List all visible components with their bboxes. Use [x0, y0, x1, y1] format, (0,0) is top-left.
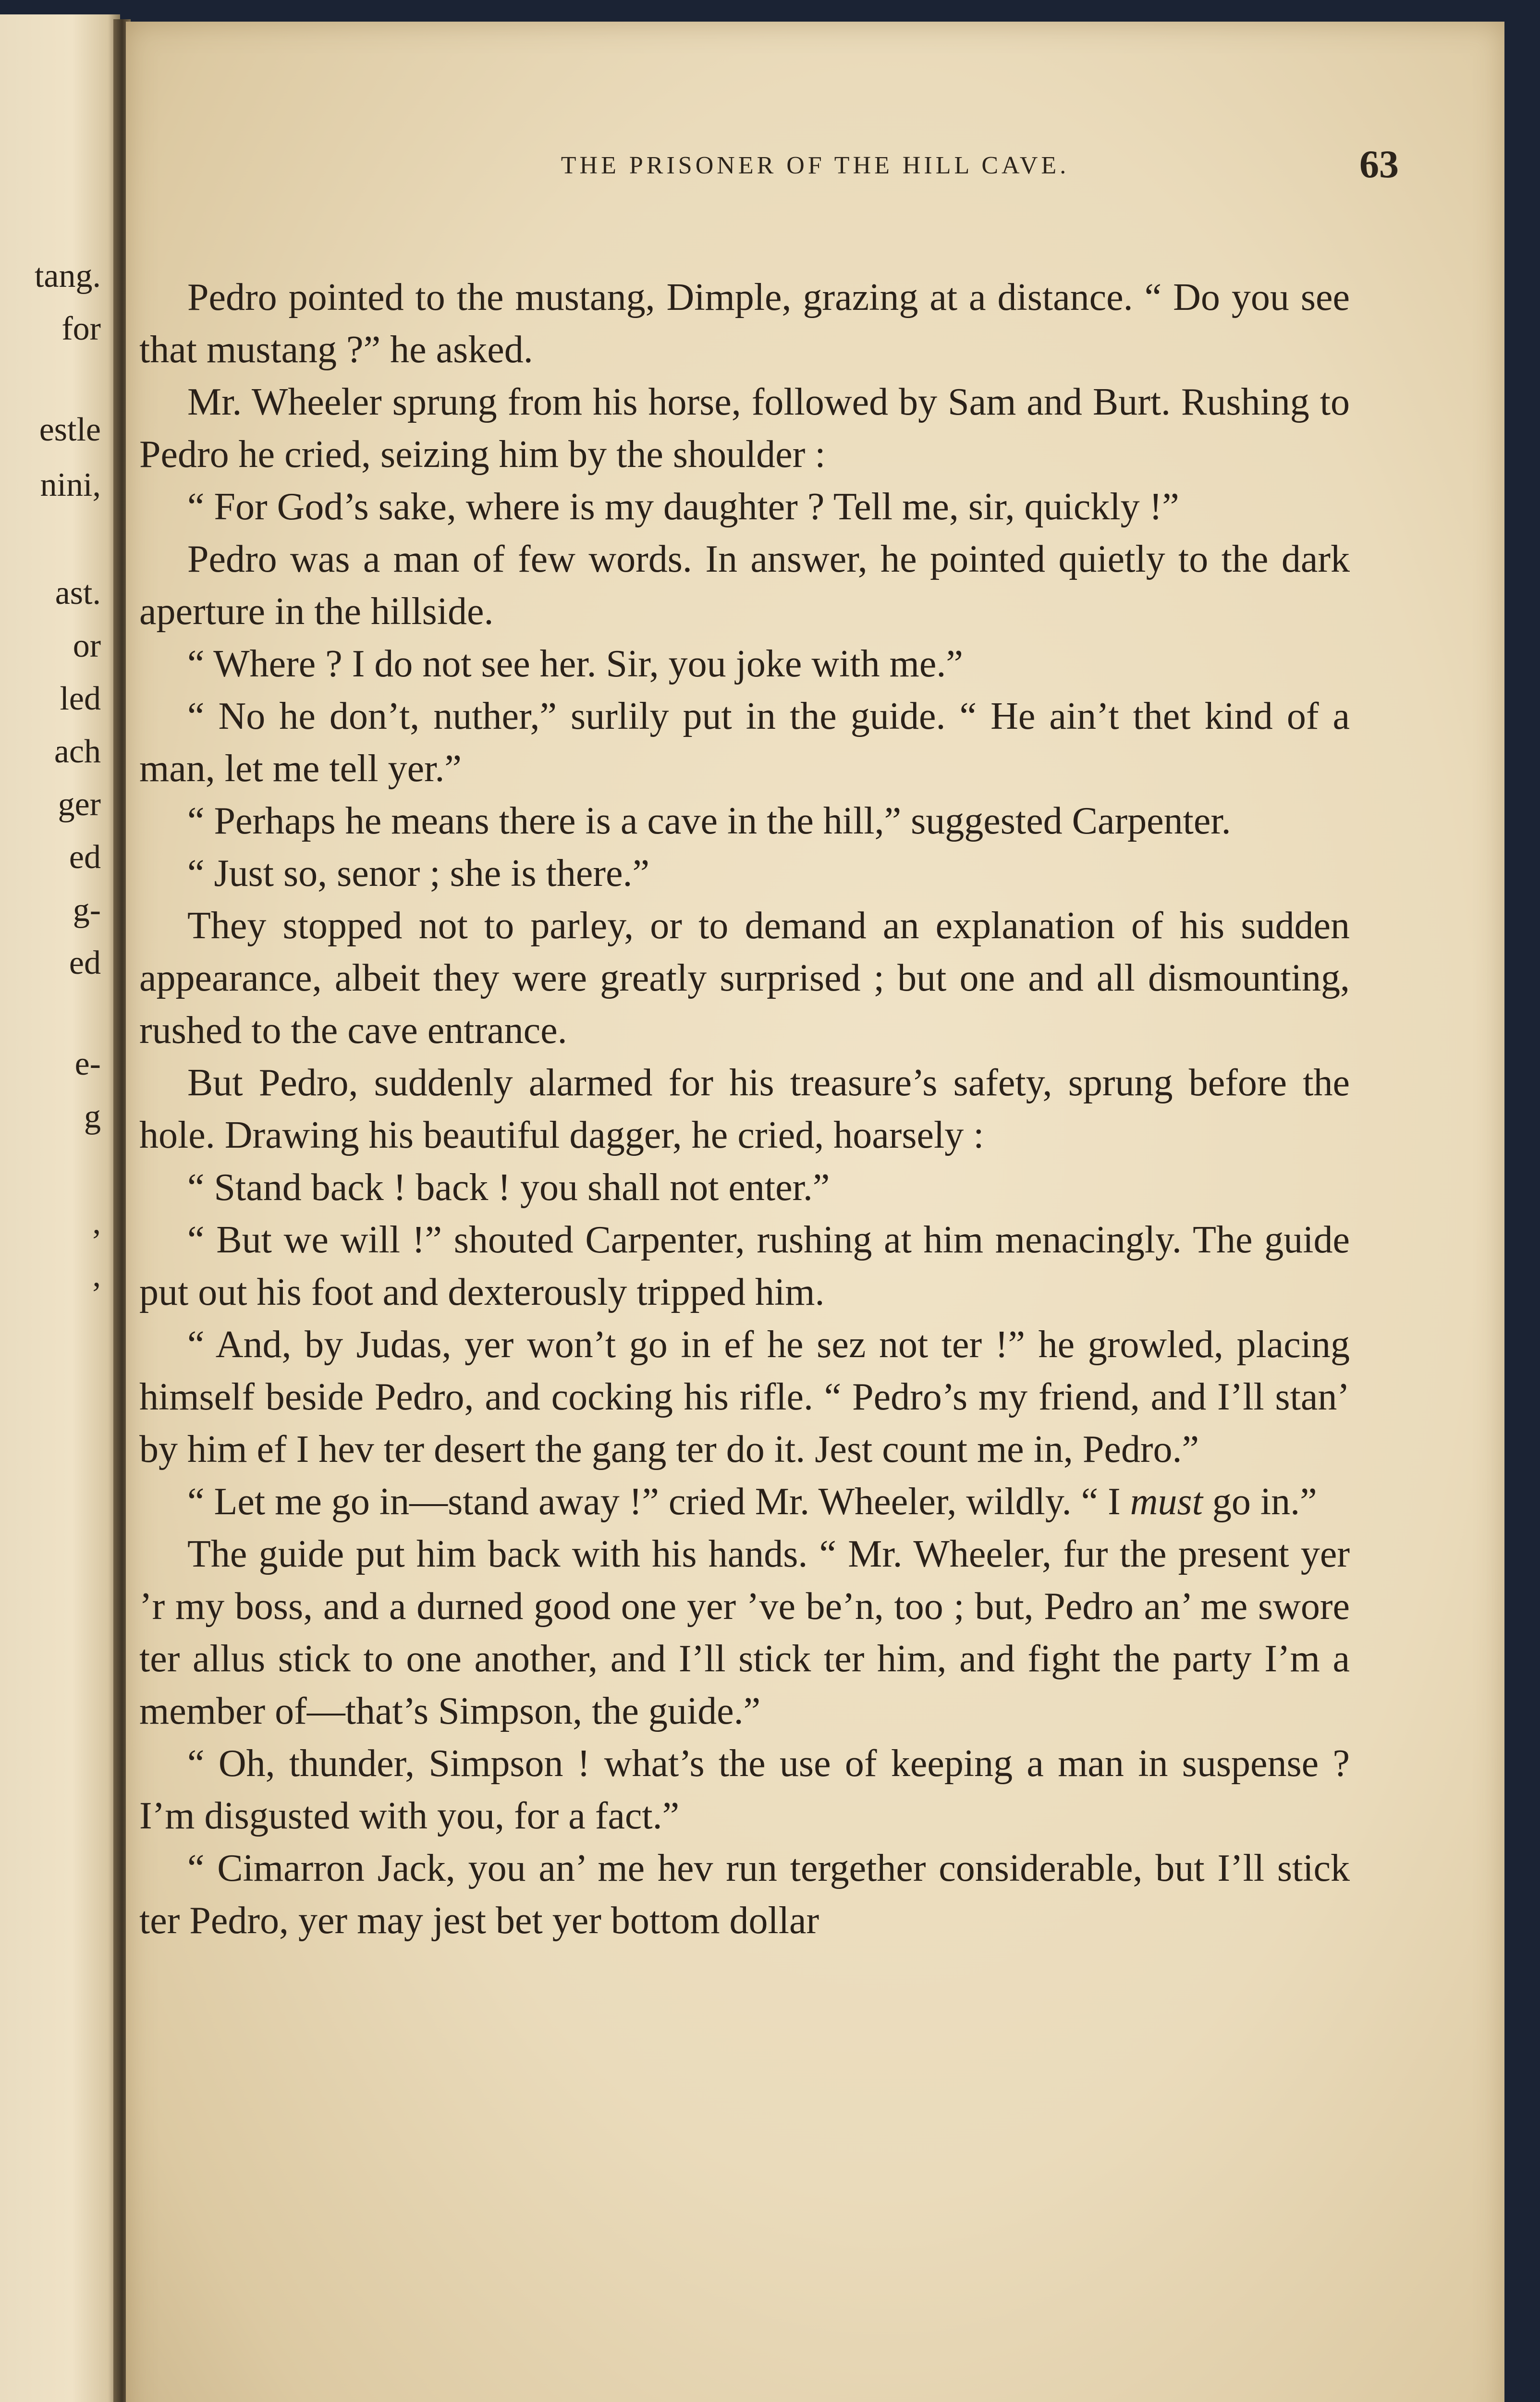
- left-page-fragment: ach: [54, 733, 101, 770]
- left-page-fragment: tang.: [34, 257, 101, 294]
- left-page-fragment: led: [60, 680, 101, 717]
- paragraph: But Pedro, suddenly alarmed for his treasure’s safety, sprung before the hole. Drawing his beautiful dagger, he cried, hoarsely :: [139, 1062, 1350, 1156]
- left-page-fragment: ast.: [55, 575, 101, 612]
- paragraph: Pedro pointed to the mustang, Dimple, grazing at a distance. “ Do you see that mustang ?” he asked.: [139, 276, 1350, 371]
- left-page-fragment: nini,: [40, 466, 101, 503]
- previous-page-edge: [0, 14, 120, 2402]
- left-page-fragment: ed: [69, 839, 101, 876]
- running-head: THE PRISONER OF THE HILL CAVE.: [561, 152, 1070, 179]
- paragraph: “ Oh, thunder, Simpson ! what’s the use of keeping a man in suspense ? I’m disgusted with you, for a fact.”: [139, 1742, 1350, 1837]
- paragraph: “ No he don’t, nuther,” surlily put in the guide. “ He ain’t thet kind of a man, let me tell yer.”: [139, 695, 1350, 790]
- paragraph: “ Stand back ! back ! you shall not enter.”: [187, 1166, 830, 1209]
- page-number: 63: [1359, 142, 1399, 186]
- left-page-fragment: ,: [92, 1204, 101, 1241]
- left-page-fragment: g: [84, 1098, 101, 1135]
- left-page-fragment: ger: [58, 786, 101, 823]
- paragraph-text: “ Let me go in—stand away !” cried Mr. Wheeler, wildly. “ I: [187, 1481, 1121, 1523]
- paragraph: “ For God’s sake, where is my daughter ? Tell me, sir, quickly !”: [187, 486, 1179, 528]
- book-page: [126, 22, 1504, 2402]
- paragraph: The guide put him back with his hands. “ Mr. Wheeler, fur the present yer ’r my boss, and a durned good one yer ’ve be’n, too ; but, Pedro an’ me swore ter allus stick to one another, and I’ll stick ter him, and fight the party I’m a member of—that’s Simpson, the guide.”: [139, 1533, 1350, 1732]
- paragraph: “ Just so, senor ; she is there.”: [187, 852, 650, 895]
- left-page-fragment: ,: [92, 1257, 101, 1294]
- paragraph: Pedro was a man of few words. In answer, he pointed quietly to the dark aperture in the hillside.: [139, 538, 1350, 633]
- left-page-fragment: estle: [39, 411, 101, 448]
- left-page-fragment: g-: [73, 892, 101, 929]
- body-text: [139, 271, 1350, 1947]
- paragraph: “ Where ? I do not see her. Sir, you joke with me.”: [187, 643, 963, 685]
- paragraph: “ Cimarron Jack, you an’ me hev run tergether considerable, but I’ll stick ter Pedro, yer may jest bet yer bottom dollar: [139, 1847, 1350, 1942]
- left-page-fragment: e-: [74, 1045, 101, 1082]
- emphasis-text: must: [1130, 1481, 1203, 1523]
- paragraph-text: go in.”: [1202, 1481, 1317, 1523]
- paragraph: “ And, by Judas, yer won’t go in ef he sez not ter !” he growled, placing himself beside Pedro, and cocking his rifle. “ Pedro’s my friend, and I’ll stan’ by him ef I hev ter desert the gang ter do it. Jest count me in, Pedro.”: [139, 1324, 1350, 1471]
- paragraph: Mr. Wheeler sprung from his horse, followed by Sam and Burt. Rushing to Pedro he cried, seizing him by the shoulder :: [139, 381, 1350, 476]
- left-page-fragment: or: [73, 627, 101, 664]
- paragraph: They stopped not to parley, or to demand an explanation of his sudden appearance, albeit they were greatly surprised ; but one and all dismounting, rushed to the cave entrance.: [139, 905, 1350, 1052]
- left-page-fragment: for: [61, 310, 101, 347]
- paragraph: “ But we will !” shouted Carpenter, rushing at him menacingly. The guide put out his foot and dexterously tripped him.: [139, 1219, 1350, 1313]
- paragraph: “ Perhaps he means there is a cave in the hill,” suggested Carpenter.: [187, 800, 1231, 842]
- paragraph: [139, 1476, 1350, 1528]
- left-page-fragment: ed: [69, 944, 101, 981]
